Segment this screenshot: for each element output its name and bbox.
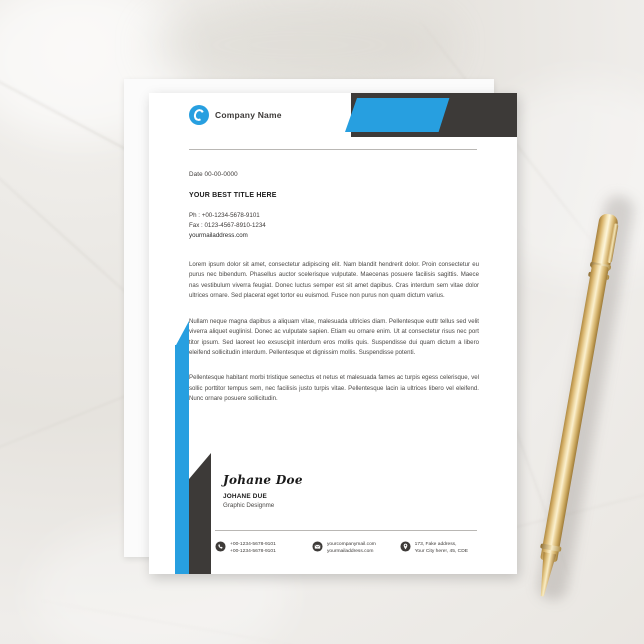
footer-phone-group [215,541,302,556]
marble-vein [0,160,144,308]
contact-fax: Fax : 0123-4567-8910-1234 [189,222,266,230]
accent-dark-wedge [189,453,211,574]
footer-line: +00-1234-5678-9101 [230,542,276,547]
signatory-name: JOHANE DUE [223,493,267,500]
document-title: YOUR BEST TITLE HERE [189,192,277,199]
company-name: Company Name [215,110,282,120]
footer-email-group [312,541,390,556]
document-date: Date 00-00-0000 [189,171,238,178]
accent-blue-bar [175,345,189,574]
footer-divider [215,530,477,531]
footer-line: 173, Fake address, [414,542,457,547]
footer-address-group [400,541,481,556]
footer-phone-text [230,541,276,556]
location-pin-icon [400,541,411,552]
phone-icon [215,541,226,552]
footer-email-text [327,541,376,556]
signatory-role: Graphic Designme [223,502,275,509]
document-body [189,171,479,405]
circle-swirl-logo-icon [189,105,209,125]
document-header-band [149,93,517,137]
contact-phone: Ph : +00-1234-5678-9101 [189,212,260,219]
accent-blue-angle [175,321,189,347]
letterhead-document [149,93,517,574]
body-paragraph: Pellentesque habitant morbi tristique senectus et netus et malesuada fames ac turpis egess celerisque, vel sollic porttitor tempus sem, nec facilisis justo turpis vitae. Pellentesque lacin ia ultrices libero vel eleifend. Nunc ornare posuere sollicitudin. [189,374,479,403]
footer-line: yourcompanymail.com [326,542,376,547]
document-footer [215,541,481,556]
footer-line: Your City here!, 45, CDE [414,549,468,555]
body-paragraph: Lorem ipsum dolor sit amet, consectetur adipiscing elit. Nam blandit hendrerit dolor. Proin consectetur eu purus nec bibendum. Phasellus auctor scelerisque vulputate. Maecenas posuere facilisis sagittis. Maece nas vestibulum viverra feugiat. Donec luctus semper est sit amet dapibus. Cras interdum sem vitae dolor ultrices ornare. Sed placerat eget tortor eu euismod. Fusce non purus non quam dictum varius. [189,260,479,300]
signature-script: Johane Doe [223,473,303,487]
signature-block [223,473,423,509]
footer-address-text [415,541,468,556]
body-paragraph: Nullam neque magna dapibus a aliquam vitae, malesuada ultricies diam. Pellentesque euttr tellus sed velit viverra aliquet euglinisl. Donec ac vulputate sapien. Etiam eu ornare enim. Ut at consectetur risus nec port titor ipsum. Sed laoreet leo exsuscipit interdum eros mollis quis. Suspendisse dui quam dictum a libero eleifend sollicitudin interdum. Pellentesque et dignissim mollis. Suspendisse potenti. [189,317,479,356]
envelope-icon [312,541,323,552]
header-dark-wedge [437,93,517,137]
header-divider [189,149,477,150]
footer-line: yourmailaddress.com [326,549,374,555]
contact-email: yourmailaddress.com [189,232,248,240]
footer-line: +00-1234-5678-9101 [230,549,276,555]
marble-highlight [150,0,450,90]
